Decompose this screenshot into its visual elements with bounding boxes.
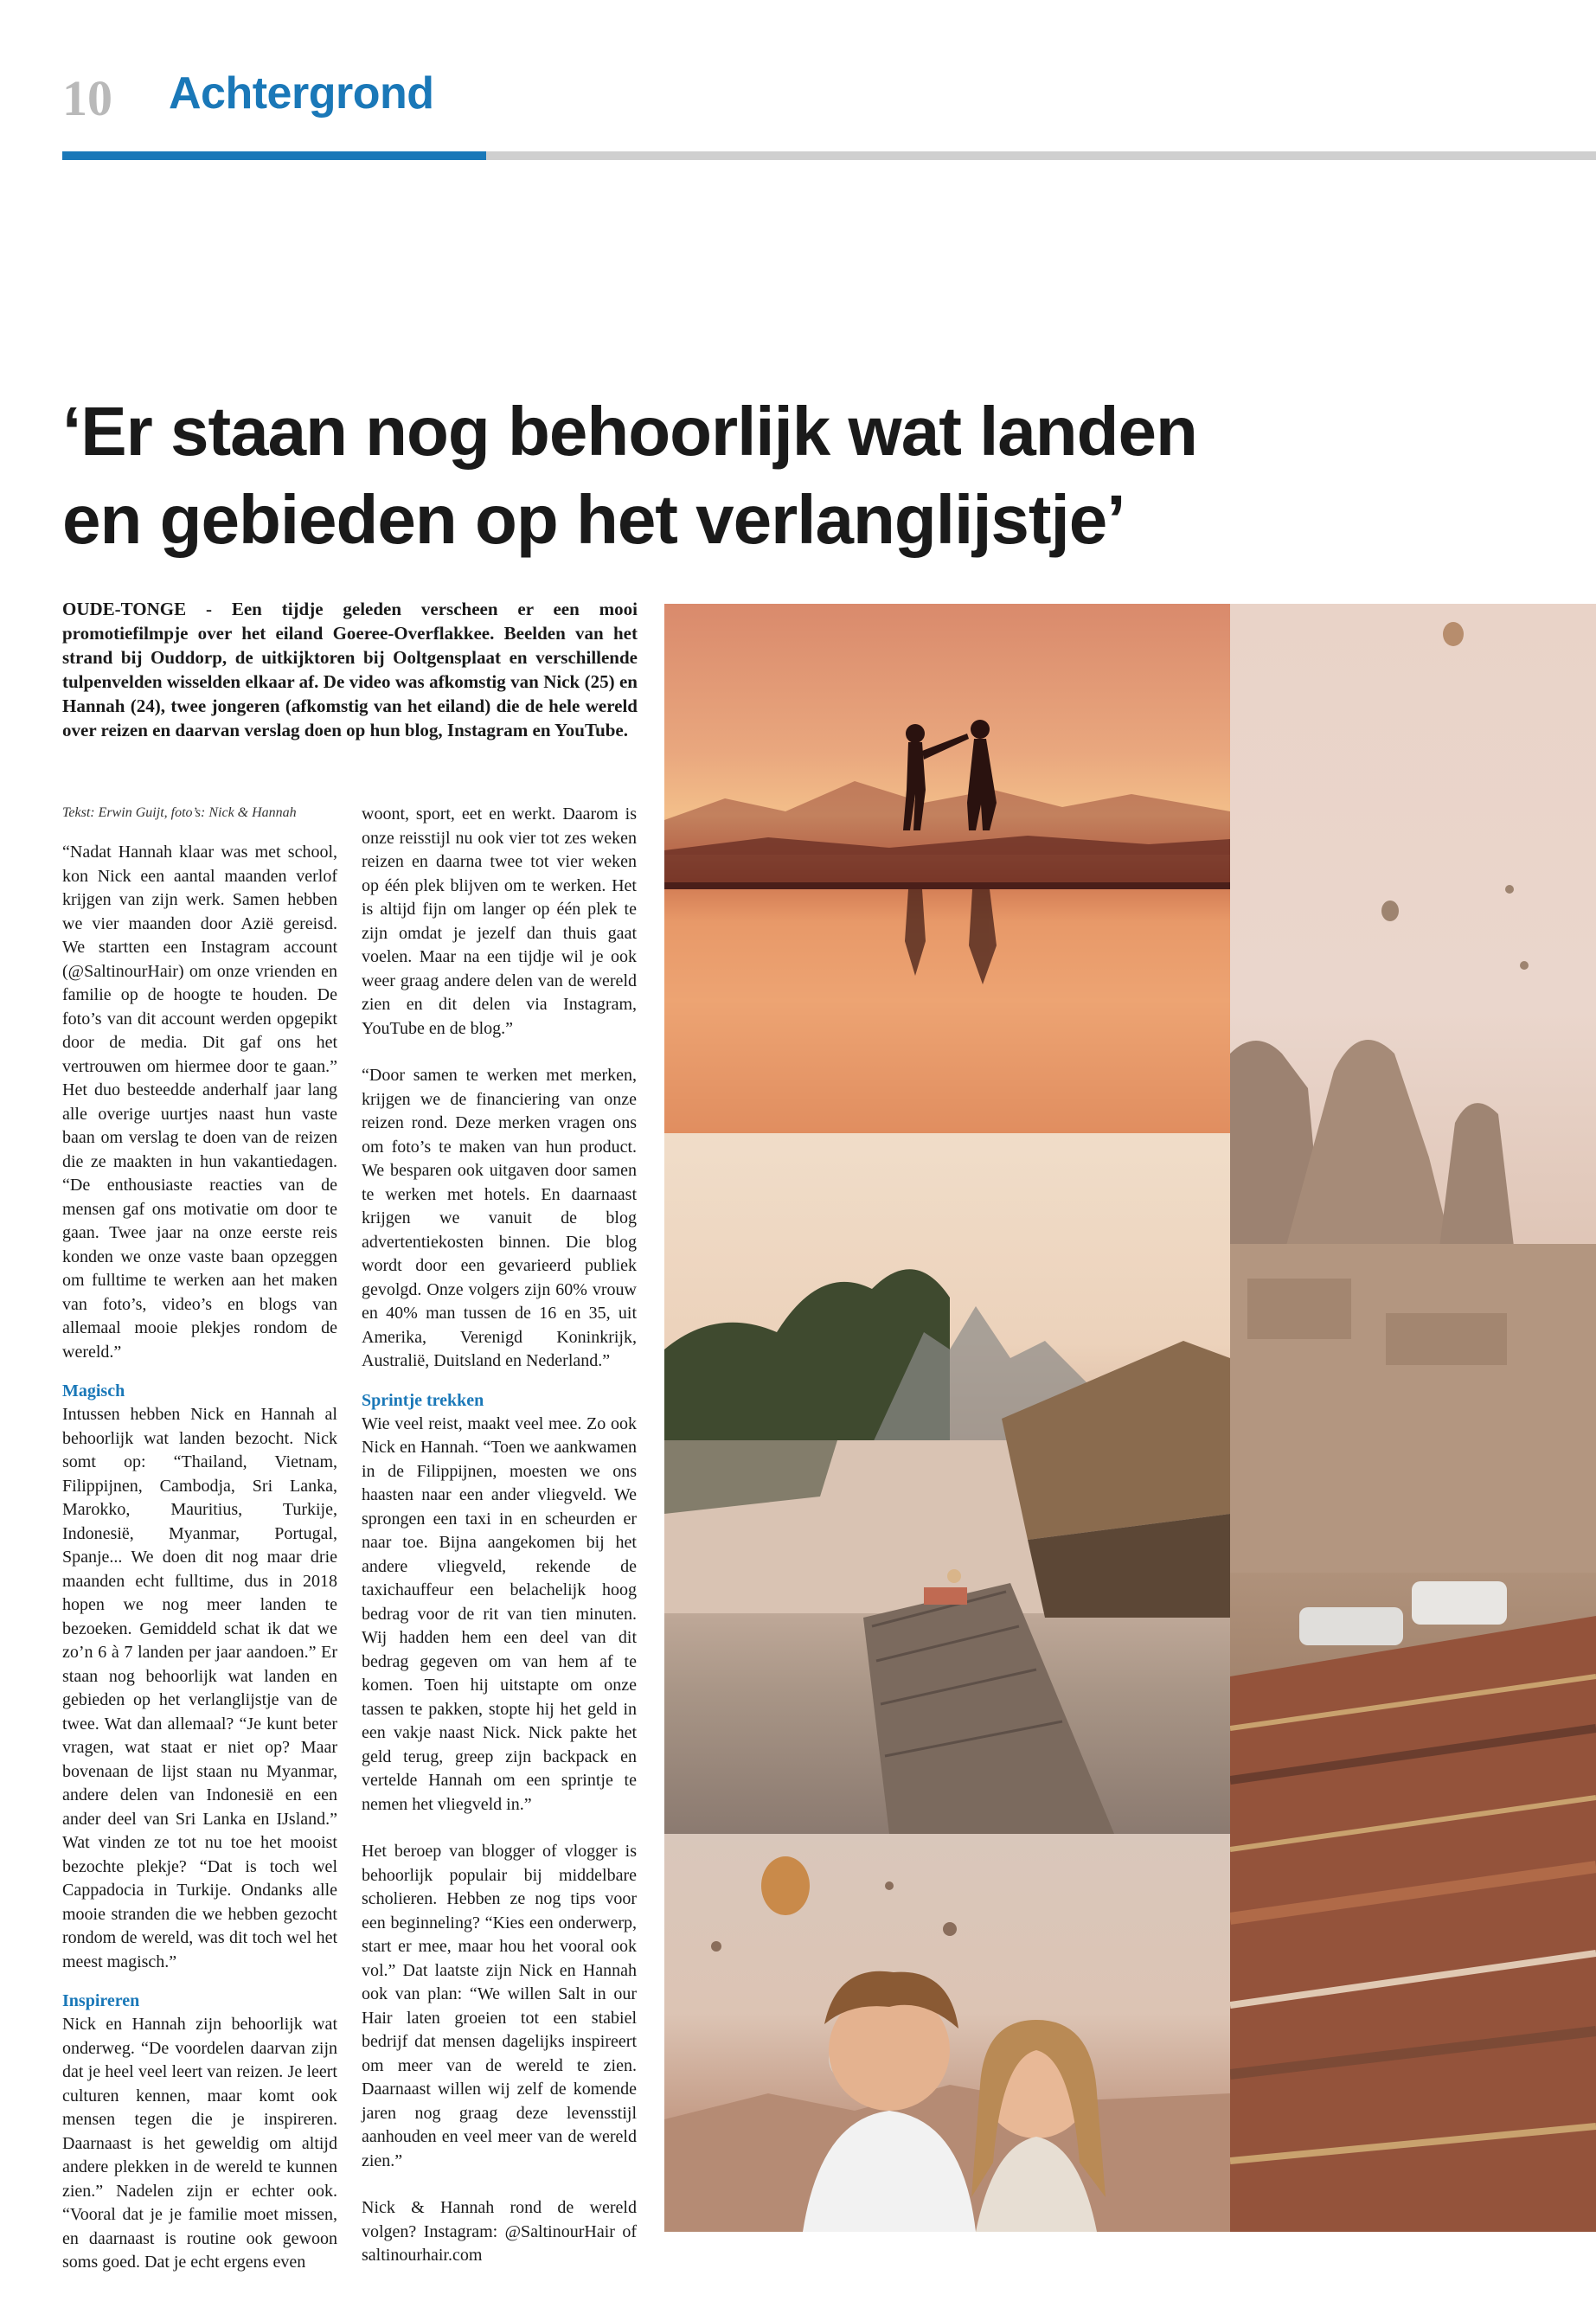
subhead-sprintje-trekken: Sprintje trekken bbox=[362, 1390, 484, 1410]
subhead-magisch: Magisch bbox=[62, 1381, 125, 1400]
body-paragraph: Nick en Hannah zijn behoorlijk wat onderweg. “De voordelen daarvan zijn dat je heel veel leert van reizen. Je leert culturen kennen, maar komt ook mensen tegen die je inspireren. Daarnaast is het geweldig om altijd andere plekken in de wereld te kunnen zien.” Nadelen zijn er echter ook. “Vooral dat je je familie moet missen, en daarnaast is routine ook gewoon soms goed. Dat je echt ergens even bbox=[62, 2015, 337, 2272]
pool-scene bbox=[664, 604, 1230, 1133]
body-paragraph: “Nadat Hannah klaar was met school, kon Nick een aantal maanden verlof krijgen van zijn werk. Samen hebben we vier maanden door Azië gereisd. We startten een Instagram account (@SaltinourHair) om onze vrienden en familie op de hoogte te houden. De foto’s van dit account werden opgepikt door de media. Dit gaf ons het vertrouwen om hiermee door te gaan.” Het duo besteedde anderhalf jaar lang alle overige uurtjes naast hun vaste baan om verslag te doen van de reizen die ze maakten in hun vakantiedagen. “De enthousiaste reacties van de mensen gaf ons motivatie om door te gaan. Twee jaar na onze eerste reis konden we onze vaste baan opzeggen om fulltime te werken aan het maken van foto’s, video’s en blogs van allemaal mooie plekjes rondom de wereld.” bbox=[62, 843, 337, 1362]
lead-paragraph: OUDE-TONGE - Een tijdje geleden verscheen er een mooi promotiefilmpje over het eiland Goeree-Overflakkee. Beelden van het strand bij Ouddorp, de uitkijktoren bij Ooltgensplaat en verschillende tulpenvelden wisselden elkaar af. De video was afkomstig van Nick (25) en Hannah (24), twee jongeren (afkomstig van het eiland) die de hele wereld over reizen en daarvan verslag doen op hun blog, Instagram en YouTube. bbox=[62, 599, 638, 740]
header-rule-accent bbox=[62, 151, 486, 160]
cappadocia-scene bbox=[1230, 604, 1596, 2232]
headline bbox=[62, 388, 1273, 564]
photo-credit: Tekst: Erwin Guijt, foto’s: Nick & Hannah bbox=[62, 805, 297, 820]
photo-cappadocia bbox=[1230, 604, 1596, 2232]
subhead-inspireren: Inspireren bbox=[62, 1991, 140, 2010]
text-column-2 bbox=[362, 803, 637, 2268]
headline-line-1: ‘Er staan nog behoorlijk wat landen bbox=[62, 393, 1197, 470]
selfie-scene bbox=[664, 1834, 1230, 2232]
photo-selfie-balloons bbox=[664, 1834, 1230, 2232]
body-paragraph: “Door samen te werken met merken, krijgen we de financiering van onze reizen rond. Deze merken vragen ons om foto’s te maken van hun product. We besparen ook uitgaven door samen te werken met hotels. En daarnaast krijgen we vanuit de blog advertentiekosten binnen. Die blog wordt door een gevarieerd publiek gevolgd. Onze volgers zijn 60% vrouw en 40% man tussen de 16 en 35, uit Amerika, Verenigd Koninkrijk, Australië, Duitsland en Nederland.” bbox=[362, 1066, 637, 1370]
body-paragraph: Nick & Hannah rond de wereld volgen? Instagram: @SaltinourHair of saltinourhair.com bbox=[362, 2198, 637, 2265]
body-paragraph: Wie veel reist, maakt veel mee. Zo ook Nick en Hannah. “Toen we aankwamen in de Filippijnen, moesten we ons haasten naar een ander vliegveld. We sprongen een taxi in en scheurden er naar toe. Bijna aangekomen bij het andere vliegveld, rekende de taxichauffeur een belachelijk hoog bedrag voor de rit van tien minuten. Wij hadden hem een deel van dit bedrag gegeven om van hem af te komen. Toen hij uitstapte om onze tassen te pakken, stopte hij het geld in een vakje naast Nick. Nick pakte het geld terug, greep zijn backpack en vertelde Hannah om een sprintje te nemen het vliegveld in.” bbox=[362, 1413, 637, 1814]
section-title: Achtergrond bbox=[169, 68, 434, 119]
body-paragraph: woont, sport, eet en werkt. Daarom is onze reisstijl nu ook vier tot zes weken reizen en daarna twee tot vier weken op één plek blijven om te werken. Het is altijd fijn om langer op één plek te zijn omdat je jezelf dan thuis gaat voelen. Maar na een tijdje wil je ook weer graag andere delen van de wereld zien en dit delen via Instagram, YouTube en de blog.” bbox=[362, 804, 637, 1038]
body-paragraph: Intussen hebben Nick en Hannah al behoorlijk wat landen bezocht. Nick somt op: “Thailand, Vietnam, Filippijnen, Cambodja, Sri Lanka, Marokko, Mauritius, Turkije, Indonesië, Myanmar, Portugal, Spanje... We doen dit nog maar drie maanden echt fulltime, dus in 2018 hopen we nog meer landen te bezoeken. Gemiddeld schat ik dat we zo’n 6 à 7 landen per jaar aandoen.” Er staan nog behoorlijk wat landen en gebieden op het verlanglijstje van de twee. Wat dan allemaal? “Je kunt beter vragen, wat staat er niet op? Maar bovenaan de lijst staan nu Myanmar, andere delen van Indonesië en een ander deel van Sri Lanka en IJsland.” Wat vinden ze tot nu toe het mooist bezochte plekje? “Dat is toch wel Cappadocia in Turkije. Ondanks alle mooie stranden die we hebben gezocht rondom de wereld, was dit toch wel het meest magisch.” bbox=[62, 1405, 337, 1971]
body-paragraph: Het beroep van blogger of vlogger is behoorlijk populair bij middelbare scholieren. Hebben ze nog tips voor een beginneling? “Kies een onderwerp, start er mee, maar hou het vooral ook vol.” Dat laatste zijn Nick en Hannah ook van plan: “We willen Salt in our Hair laten groeien tot een stabiel bedrijf dat mensen dagelijks inspireert om meer van de wereld te zien. Daarnaast willen wij zelf de komende jaren nog graag deze levensstijl aanhouden en veel meer van de wereld zien.” bbox=[362, 1842, 637, 2170]
photo-lake-jetty bbox=[664, 1133, 1230, 1834]
page-number: 10 bbox=[62, 70, 112, 126]
photo-infinity-pool bbox=[664, 604, 1230, 1133]
text-column-1 bbox=[62, 803, 337, 2275]
headline-line-2: en gebieden op het verlanglijstje’ bbox=[62, 481, 1125, 558]
lake-scene bbox=[664, 1133, 1230, 1834]
